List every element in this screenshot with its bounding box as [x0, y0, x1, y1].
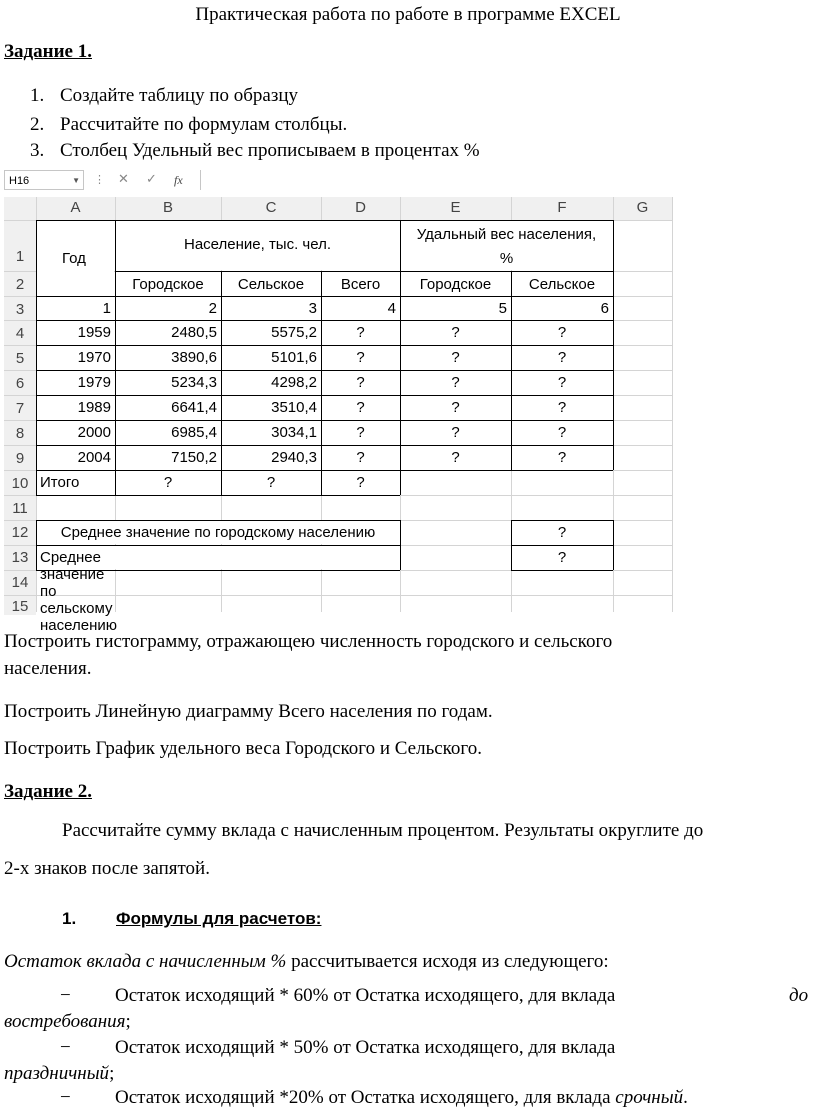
cell-urban-share: ?: [451, 374, 460, 391]
cell-rural-share: ?: [557, 399, 567, 416]
header-share-line2: %: [499, 250, 514, 267]
header-population: Население, тыс. чел.: [183, 236, 332, 253]
bullet-italic: праздничный: [4, 1063, 110, 1084]
bullet-punct: ;: [125, 1011, 131, 1032]
cell-rural-share: ?: [557, 424, 567, 441]
step-number: 3.: [30, 140, 45, 161]
cell-total: ?: [356, 324, 365, 341]
cell-urban: 6641,4: [171, 399, 217, 416]
bullet-text-main: Остаток исходящий *20% от Остатка исходящего, для вклада: [115, 1087, 616, 1108]
task2-intro: Рассчитайте сумму вклада с начисленным процентом. Результаты округлите до: [62, 820, 704, 841]
row-header: 14: [4, 574, 36, 591]
bullet-italic: до: [789, 985, 809, 1006]
avg-urban-value: ?: [557, 524, 567, 541]
bullet-text: Остаток исходящий * 60% от Остатка исходящего, для вклада: [115, 985, 616, 1006]
dash-icon: −: [60, 985, 71, 1006]
cell-rural: 2940,3: [271, 449, 317, 466]
index-cell: 6: [600, 300, 609, 317]
header-rural: Сельское: [237, 276, 305, 293]
cell-year: 1989: [77, 399, 111, 416]
name-box-value: H16: [9, 175, 30, 187]
task1-heading: Задание 1.: [4, 41, 92, 62]
bullet-cont: [4, 1011, 131, 1033]
column-header: B: [115, 199, 221, 216]
cell-rural-share: ?: [557, 449, 567, 466]
total-urban: ?: [163, 474, 173, 491]
cell-total: ?: [356, 374, 365, 391]
row-header: 7: [4, 400, 36, 417]
cell-urban-share: ?: [451, 424, 460, 441]
header-year: Год: [62, 250, 86, 267]
chart-instruction-cont: населения.: [4, 658, 92, 679]
index-cell: 2: [208, 300, 217, 317]
rule-line: [4, 951, 609, 973]
index-cell: 3: [308, 300, 317, 317]
row-header: 3: [4, 301, 36, 318]
cancel-icon: ✕: [118, 171, 129, 186]
row-header: 2: [4, 276, 36, 293]
header-urban: Городское: [132, 276, 204, 293]
cell-rural: 5575,2: [271, 324, 317, 341]
cell-rural-share: ?: [557, 324, 567, 341]
cell-total: ?: [356, 399, 365, 416]
cell-year: 1970: [77, 349, 111, 366]
cell-rural: 3034,1: [271, 424, 317, 441]
cell-total: ?: [356, 424, 365, 441]
cell-urban: 7150,2: [171, 449, 217, 466]
row-header: 10: [4, 475, 36, 492]
chart-instruction: Построить График удельного веса Городского и Сельского.: [4, 738, 483, 759]
avg-urban-label: Среднее значение по городскому населению: [60, 524, 376, 541]
step-text: Рассчитайте по формулам столбцы.: [60, 114, 348, 135]
row-header: 1: [4, 248, 36, 265]
cell-urban: 3890,6: [171, 349, 217, 366]
bullet-text: Остаток исходящий * 50% от Остатка исходящего, для вклада: [115, 1037, 616, 1058]
header-total: Всего: [340, 276, 381, 293]
step-text: Столбец Удельный вес прописываем в процентах %: [60, 140, 480, 161]
rule-rest: рассчитывается исходя из следующего:: [286, 951, 609, 972]
index-cell: 4: [387, 300, 396, 317]
row-header: 4: [4, 325, 36, 342]
name-box: [4, 170, 84, 190]
formula-bar: [4, 170, 672, 192]
chevron-down-icon: ▼: [72, 176, 80, 185]
header-rural-share: Сельское: [528, 276, 596, 293]
header-share-line1: Удальный вес населения,: [416, 226, 597, 243]
row-header: 6: [4, 375, 36, 392]
cell-urban-share: ?: [451, 349, 460, 366]
step-number: 1.: [30, 85, 45, 106]
column-header: E: [400, 199, 511, 216]
column-header: C: [221, 199, 321, 216]
total-label: Итого: [40, 474, 80, 491]
index-cell: 5: [498, 300, 507, 317]
cell-urban: 5234,3: [171, 374, 217, 391]
index-cell: 1: [102, 300, 111, 317]
column-header: D: [321, 199, 400, 216]
formulas-number: 1.: [62, 909, 77, 928]
cell-rural-share: ?: [557, 374, 567, 391]
bullet-italic: срочный: [615, 1087, 684, 1108]
formulas-title: Формулы для расчетов:: [116, 909, 322, 928]
task2-intro-cont: 2-х знаков после запятой.: [4, 858, 210, 879]
column-header: F: [511, 199, 613, 216]
bullet-italic: востребования: [4, 1011, 126, 1032]
column-header: A: [36, 199, 115, 216]
cell-year: 1979: [77, 374, 111, 391]
chart-instruction: Построить Линейную диаграмму Всего населения по годам.: [4, 701, 493, 722]
cell-rural-share: ?: [557, 349, 567, 366]
bullet-punct: .: [683, 1087, 688, 1108]
row-header: 8: [4, 425, 36, 442]
cell-urban-share: ?: [451, 399, 460, 416]
dash-icon: −: [60, 1087, 71, 1108]
fx-icon: fx: [174, 173, 183, 187]
step-number: 2.: [30, 114, 45, 135]
row-header: 15: [4, 598, 36, 615]
total-rural: ?: [266, 474, 276, 491]
bullet-cont: [4, 1063, 114, 1085]
column-header: G: [613, 199, 672, 216]
row-header: 13: [4, 549, 36, 566]
cell-rural: 3510,4: [271, 399, 317, 416]
cell-rural: 4298,2: [271, 374, 317, 391]
chart-instruction: Построить гистограмму, отражающею численность городского и сельского: [4, 631, 613, 652]
confirm-icon: ✓: [146, 171, 157, 186]
cell-urban: 6985,4: [171, 424, 217, 441]
row-header: 9: [4, 450, 36, 467]
cell-total: ?: [356, 449, 365, 466]
dash-icon: −: [60, 1037, 71, 1058]
rule-italic: Остаток вклада с начисленным %: [4, 951, 287, 972]
cell-urban-share: ?: [451, 449, 460, 466]
step-text: Создайте таблицу по образцу: [60, 85, 299, 106]
total-all: ?: [356, 474, 365, 491]
avg-rural-value: ?: [557, 549, 567, 566]
row-header: 12: [4, 524, 36, 541]
avg-rural-label: Среднее значение по сельскому населению: [40, 549, 117, 634]
cell-rural: 5101,6: [271, 349, 317, 366]
document-title: Практическая работа по работе в программе EXCEL: [195, 4, 621, 25]
formula-input: [200, 170, 673, 190]
cell-year: 2000: [77, 424, 111, 441]
header-urban-share: Городское: [419, 276, 492, 293]
bullet-punct: ;: [109, 1063, 115, 1084]
row-header: 11: [4, 500, 36, 517]
task2-heading: Задание 2.: [4, 781, 92, 802]
cell-total: ?: [356, 349, 365, 366]
cell-urban-share: ?: [451, 324, 460, 341]
dots-icon: ⋮: [94, 174, 105, 186]
row-header: 5: [4, 350, 36, 367]
cell-year: 2004: [77, 449, 111, 466]
cell-year: 1959: [77, 324, 111, 341]
cell-urban: 2480,5: [171, 324, 217, 341]
bullet-text: [115, 1087, 688, 1109]
